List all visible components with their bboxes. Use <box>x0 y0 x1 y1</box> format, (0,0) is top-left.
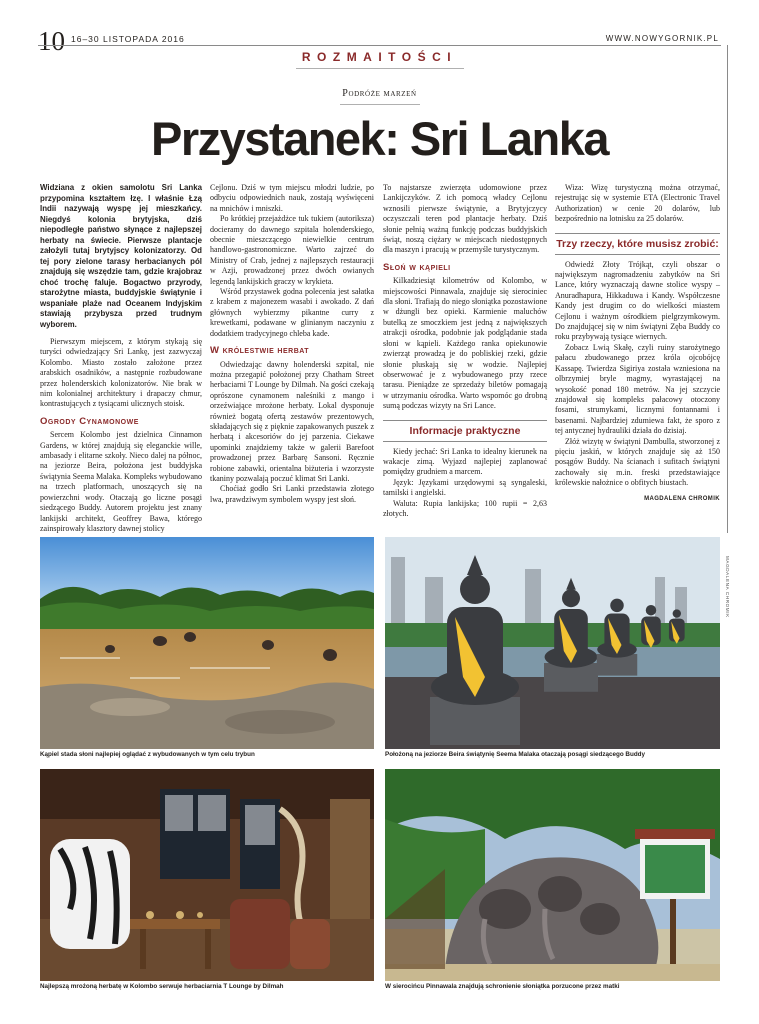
photo-caption: Kąpiel stada słoni najlepiej oglądać z wybudowanych w tym celu trybun <box>40 751 255 758</box>
subheading: Ogrody Cynamonowe <box>40 415 139 427</box>
info-box-heading: Trzy rzeczy, które musisz zrobić: <box>555 233 720 255</box>
paragraph: Odwiedź Złoty Trójkąt, czyli obszar o największym nagromadzeniu zabytków na Sri Lance, który wyznaczają dawne stolice wyspy – Anuradhapura, Hikkaduwa i Kandy. Współczesne Kandy jest drugim co do wielkości miastem Cejlonu i ważnym ośrodkiem pielgrzymkowym. Do znajdującej się w nim świątyni Zęba Buddy co roku przybywają tysiące wiernych. <box>555 259 720 342</box>
paragraph: Język: Językami urzędowymi są syngaleski, tamilski i angielski. <box>383 477 547 498</box>
article-headline: Przystanek: Sri Lanka <box>151 112 608 165</box>
photo-tea-lounge <box>40 769 374 981</box>
paragraph: Choćiaż godło Sri Lanki przedstawia złotego lwa, prawdziwym symbolem wyspy jest słoń. <box>210 484 374 504</box>
paragraph: Wiza: Wizę turystyczną można otrzymać, rejestrując się w systemie ETA (Electronic Travel Authorization) w cenie 20 dolarów, lub bezpośrednio na lotnisku za 25 dolarów. <box>555 183 720 224</box>
photo-credit: MAGDALENA CHROMIK <box>725 556 730 618</box>
paragraph: To najstarsze zwierzęta udomowione przez Lankijczyków. Z ich pomocą władcy Cejlonu wznosili pierwsze świątynie, a Brytyjczycy oczyszczali teren pod plantacje herbaty. Dziś słonie pełnią ważną funkcję podczas buddyjskich świąt, noszą ciężary w miejscach niedostępnych dla maszyn i pracują w przemyśle turystycznym. <box>383 183 547 255</box>
text-column-3 <box>383 183 547 519</box>
paragraph: Odwiedzając dawny holenderski szpital, nie można przegapić położonej przy Chatham Street herbaciarni T Lounge by Dilmah. Na gości czekają oprószone cynamonem naleśniki z mango i orzeźwiające mrożone herbaty. Lokal dysponuje również bogatą ofertą zestawów prezentowych, składających się z pięknie zapakowanych puszek z herbatą i akcesoriów do jej parzenia. Ciekawe upominki znajdziemy także w galerii Barefoot prowadzonej przez Barbarę Sansoni. Ręcznie robione zabawki, orientalna biżuteria i wzorzyste tkaniny pozwalają poczuć klimat Sri Lanki. <box>210 359 374 483</box>
subheading: Słoń w kąpieli <box>383 261 451 273</box>
section-title: ROZMAITOŚCI <box>301 50 458 64</box>
paragraph: Sercem Kolombo jest dzielnica Cinnamon Gardens, w której znajdują się eleganckie wille, ambasady i elitarne szkoły. Nieco dalej na północ, na jeziorze Beira, położona jest buddyjska świątynia Seema Malaka. Kompleks wybudowano na trzech platformach, unoszących się na powierzchni wody. Otaczają go liczne posągi siedzącego Buddy. Autorem projektu jest znany lankijski architekt, Geoffrey Bawa, którego zainspirowały klasztory dawnej stolicy <box>40 430 202 533</box>
section-rule <box>296 68 464 69</box>
photo-caption: W sierocińcu Pinnawala znajdują schronienie słoniątka porzucone przez matki <box>385 983 620 990</box>
photo-caption: Najlepszą mrożoną herbatę w Kolombo serwuje herbaciarnia T Lounge by Dilmah <box>40 983 284 990</box>
article-kicker: Podróże marzeń <box>342 88 417 99</box>
paragraph: Kilkadziesiąt kilometrów od Kolombo, w miejscowości Pinnawala, znajduje się sierociniec dla słoni. Trafiają do niego słoniątka pozostawione w dżungli bez opieki. Karmienie maluchów butelką ze smoczkiem jest jedną z największych atrakcji ośrodka, podobnie jak podglądanie stada słoni w kąpieli. Każdego ranka opiekunowie zwierząt prowadzą je do pobliskiej rzeki, gdzie słonie pluskają się w wodzie. Najlepiej obserwować je z wybudowanego przy rzece tarasu. Pieniądze ze sprzedaży biletów pomagają w utrzymaniu ośrodka. Warto wspomóc go drobną sumą podczas wizyty na Sri Lance. <box>383 276 547 411</box>
paragraph: Złóż wizytę w świątyni Dambulla, stworzonej z pięciu jaskiń, w których znajduje się aż 150 posągów Buddy. Na ścianach i sufitach świątyni zachowały się m.in. freski przedstawiające królewskie nałożnice o obfitych biustach. <box>555 436 720 488</box>
photo-caption: Położoną na jeziorze Beira świątynię Seema Malaka otaczają posągi siedzącego Buddy <box>385 751 646 758</box>
paragraph: Kiedy jechać: Sri Lanka to idealny kierunek na wakacje zimą. Wyjazd najlepiej zaplanować pomiędzy grudniem a marcem. <box>383 446 547 477</box>
photo-pinnawala-relief <box>385 769 720 981</box>
photo-elephants-river <box>40 537 374 749</box>
kicker-rule <box>340 104 420 105</box>
issue-date: 16–30 LISTOPADA 2016 <box>71 34 185 44</box>
paragraph: Waluta: Rupia lankijska; 100 rupii = 2,63 złotych. <box>383 498 547 518</box>
paragraph: Cejlonu. Dziś w tym miejscu młodzi ludzie, po odbyciu odpowiednich nauk, zostają wyświęceni na mnichów i mniszki. <box>210 183 374 213</box>
page-number: 10 <box>38 26 65 56</box>
paragraph: Po krótkiej przejażdżce tuk tukiem (autoriksza) docieramy do dawnego szpitala holenderskiego, obecnie mieszczącego niewielkie centrum handlowo-gastronomiczne. Warto zajrzeć do Ministry of Crab, jednej z najlepszych restauracji w Azji, prowadzonej przez dwóch owianych legendą lankijskich graczy w krykieta. <box>210 214 374 286</box>
text-column-1 <box>40 183 202 534</box>
paragraph: Wśród przystawek godna polecenia jest sałatka z krabem z majonezem wasabi i awokado. Z dań głównych wybierzmy pikantne curry z krewetkami, podawane w glinianym naczyniu z dodatkiem tradycyjnego chleba kade. <box>210 287 374 338</box>
info-box-heading: Informacje praktyczne <box>383 420 547 442</box>
paragraph: Pierwszym miejscem, z którym stykają się turyści odwiedzający Sri Lankę, jest zazwyczaj Kolombo. Miasto zostało założone przez arabskich osadników, a następnie rozbudowane przez holenderskich kolonizatorów. Nie brak w nim kolonialnej architektury i drapaczy chmur, kontrastujących z tysiącami ulicznych stoisk. <box>40 337 202 409</box>
header-rule <box>38 45 721 46</box>
photo-buddha-statues <box>385 537 720 749</box>
article-lead: Widziana z okien samolotu Sri Lanka przypomina kształtem łzę. I właśnie Łzą Indii nazywają wyspę jej mieszkańcy. Niegdyś kolonia brytyjska, dziś niepodległe państwo słynące z najlepszej herbaty na świecie. Pierwsze plantacje założyli tutaj brytyjscy kolonizatorzy. Od tej pory zielone tarasy herbacianych pól znajdują się wszędzie tam, gdzie krajobraz choć trochę faluje. Bogactwo przyrody, starożytne miasta, buddyjskie świątynie i wspaniałe plaże nad Oceanem Indyjskim stawiają przybysza przed trudnym wyborem. <box>40 183 202 329</box>
subheading: W królestwie herbat <box>210 345 310 357</box>
site-url[interactable]: WWW.NOWYGORNIK.PL <box>605 34 719 43</box>
author-byline: MAGDALENA CHROMIK <box>644 495 720 502</box>
text-column-4 <box>555 183 720 504</box>
paragraph: Zobacz Lwią Skałę, czyli ruiny starożytnego pałacu zbudowanego przez króla ojcobójcę Kassapę. Twierdza Sigiriya została wzniesiona na olbrzymiej bryle magmy, wyrastającej na wysokość ponad 180 metrów. Na jej szczycie znajdował się kompleks pałacowy otoczony fosami, strumykami, licznymi fontannami i basenami. Najbardziej zdumiewa fakt, że sporo z tej antycznej hydrauliki działa do dzisiaj. <box>555 342 720 436</box>
text-column-2 <box>210 183 374 505</box>
